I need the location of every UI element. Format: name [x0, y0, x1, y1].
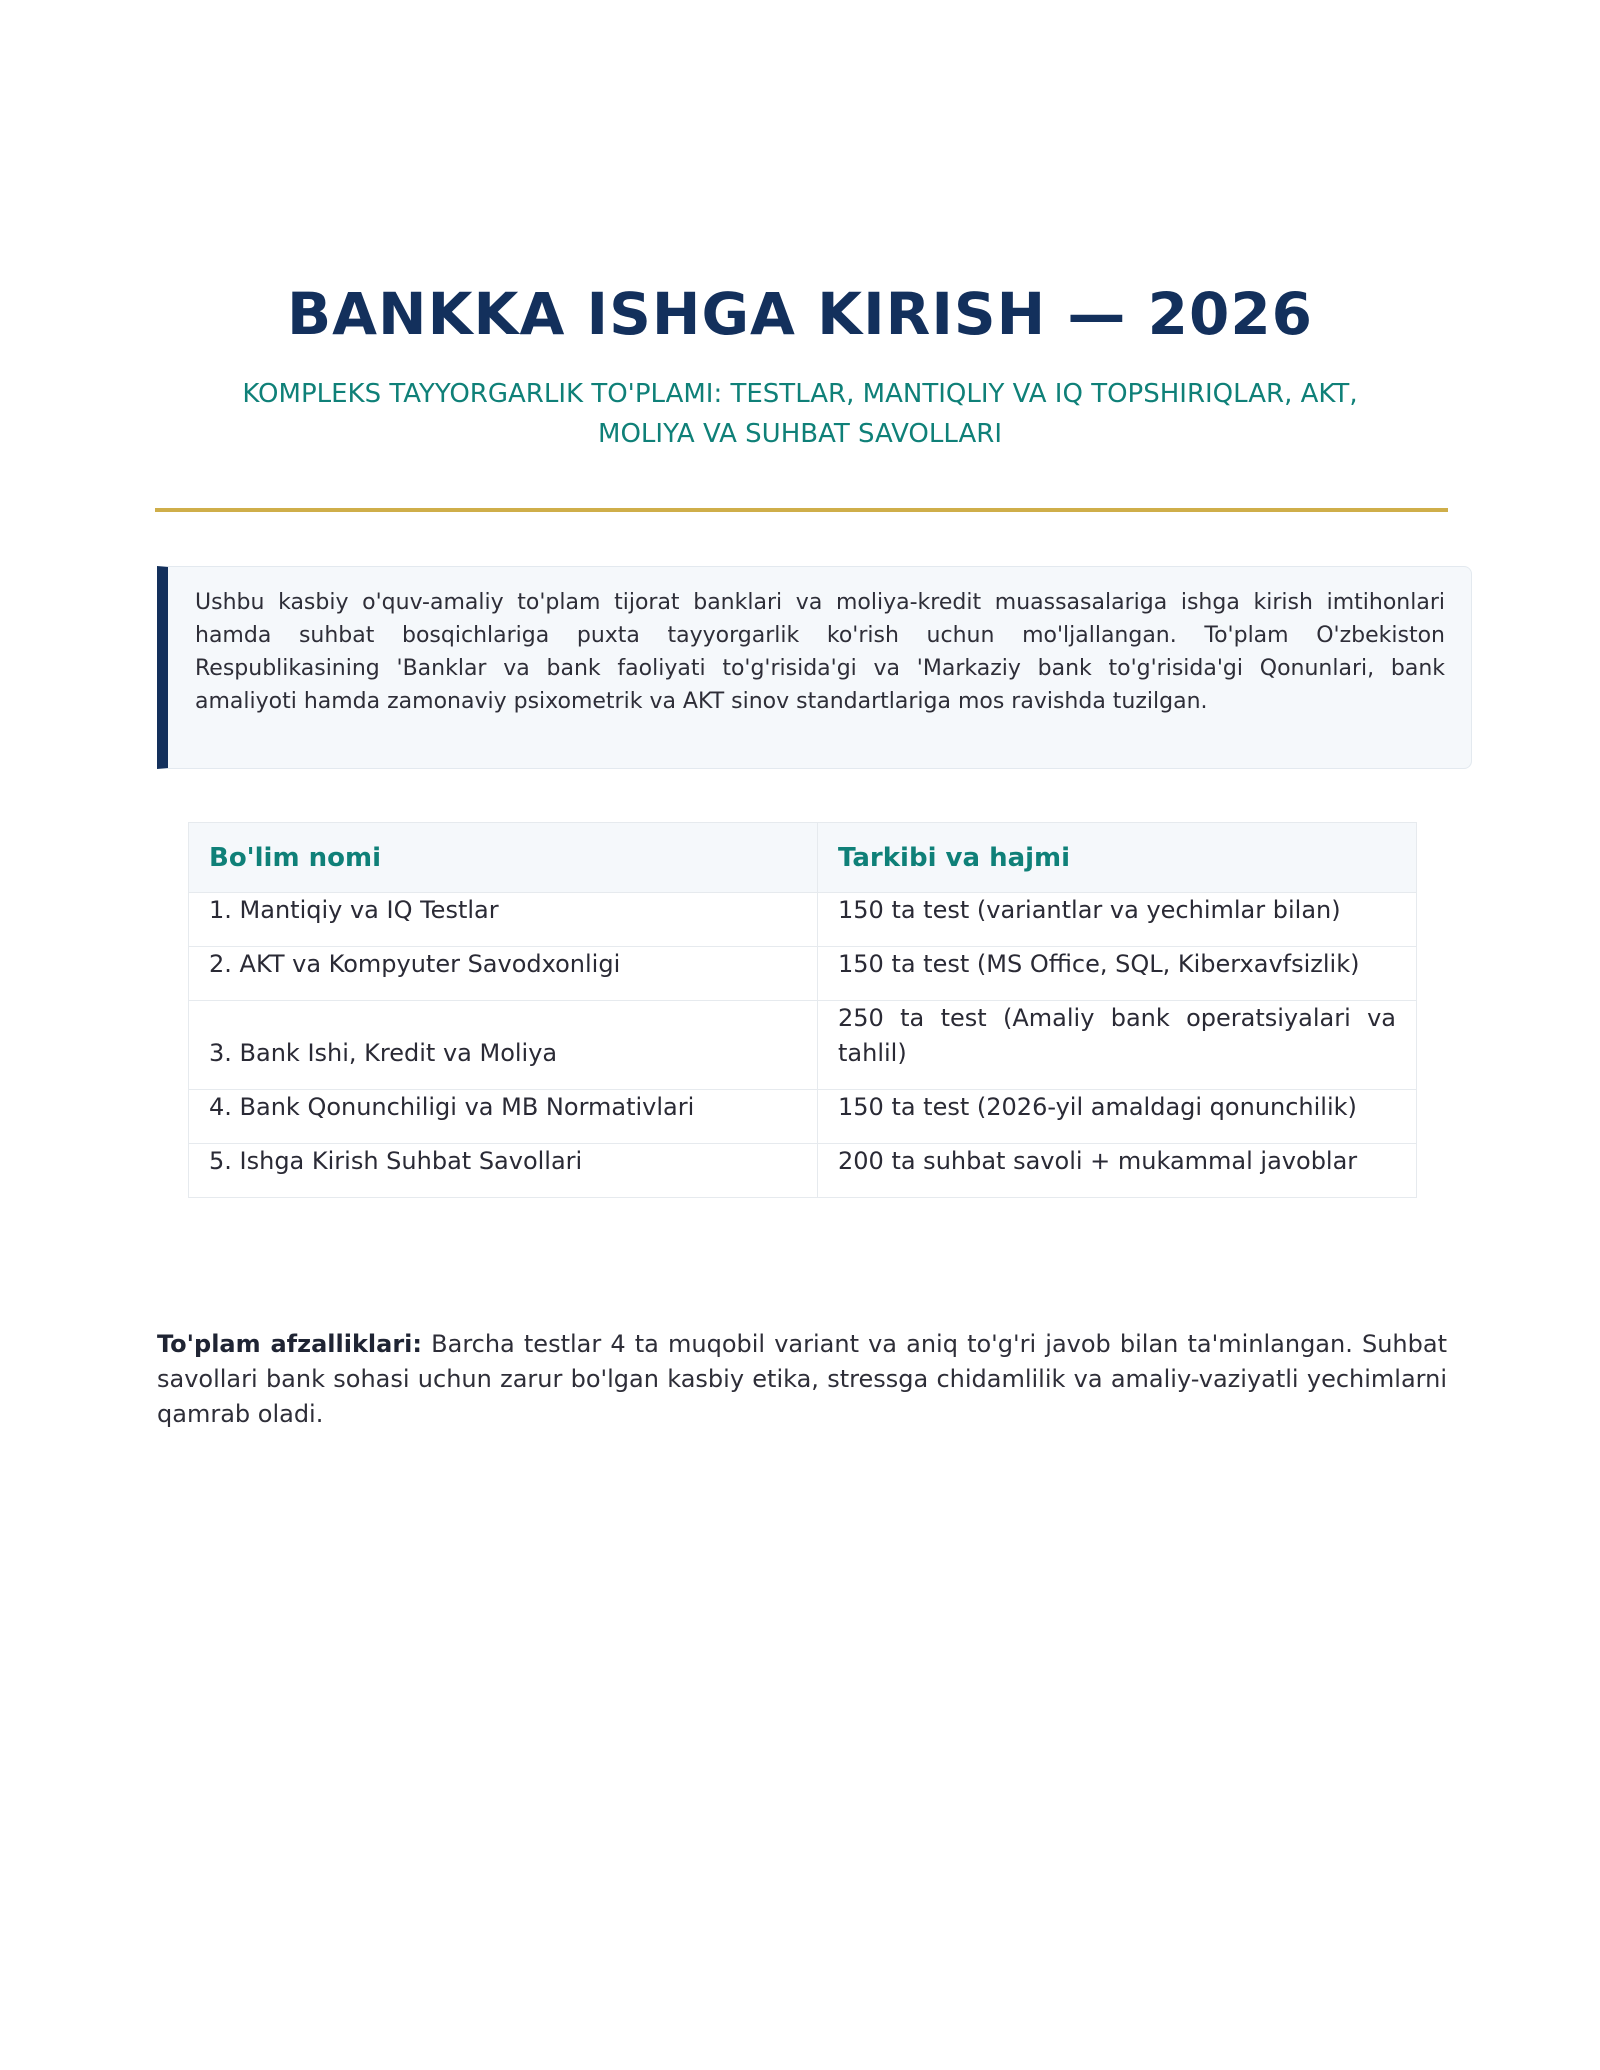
intro-callout: [157, 566, 1472, 769]
header-section-name: Bo'lim nomi: [189, 823, 818, 893]
table-row: [189, 1090, 1417, 1144]
table-row: [189, 1144, 1417, 1198]
page-title: BANKKA ISHGA KIRISH — 2026: [286, 280, 1314, 348]
section-volume-cell: 250 ta test (Amaliy bank operatsiyalari va tahlil): [818, 1001, 1417, 1090]
intro-text: Ushbu kasbiy o'quv-amaliy to'plam tijorat banklari va moliya-kredit muassasalariga ishga kirish imtihonlari hamda suhbat bosqichlariga puxta tayyorgarlik ko'rish uchun mo'ljallangan. To'plam O'zbekiston Respublikasining 'Banklar va bank faoliyati to'g'risida'gi va 'Markaziy bank to'g'risida'gi Qonunlari, bank amaliyoti hamda zamonaviy psixometrik va AKT sinov standartlariga mos ravishda tuzilgan.: [195, 590, 1445, 714]
subtitle-line-1: KOMPLEKS TAYYORGARLIK TO'PLAMI: TESTLAR, MANTIQLIY VA IQ TOPSHIRIQLAR, AKT,: [242, 379, 1358, 409]
table-row: [189, 1001, 1417, 1090]
sections-table-wrapper: [188, 822, 1416, 1198]
section-volume-cell: 150 ta test (2026-yil amaldagi qonunchilik): [818, 1090, 1417, 1144]
table-header-row: [189, 823, 1417, 893]
section-name-cell: 3. Bank Ishi, Kredit va Moliya: [189, 1001, 818, 1090]
section-volume-cell: 150 ta test (MS Office, SQL, Kiberxavfsizlik): [818, 947, 1417, 1001]
header-content-volume: Tarkibi va hajmi: [818, 823, 1417, 893]
table-row: [189, 947, 1417, 1001]
section-name-cell: 2. AKT va Kompyuter Savodxonligi: [189, 947, 818, 1001]
section-volume-cell: 150 ta test (variantlar va yechimlar bilan): [818, 893, 1417, 947]
subtitle-line-2: MOLIYA VA SUHBAT SAVOLLARI: [598, 419, 1002, 449]
benefits-paragraph: [157, 1327, 1447, 1432]
section-name-cell: 1. Mantiqiy va IQ Testlar: [189, 893, 818, 947]
section-name-cell: 5. Ishga Kirish Suhbat Savollari: [189, 1144, 818, 1198]
table-row: [189, 893, 1417, 947]
page-subtitle: [155, 374, 1445, 454]
benefits-label: To'plam afzalliklari:: [157, 1330, 423, 1358]
benefits-text: Barcha testlar 4 ta muqobil variant va aniq to'g'ri javob bilan ta'minlangan. Suhbat savollari bank sohasi uchun zarur bo'lgan kasbiy etika, stressga chidamlilik va amaliy-vaziyatli yechimlarni qamrab oladi.: [157, 1330, 1447, 1428]
sections-table: [188, 822, 1417, 1198]
gold-divider: [155, 508, 1448, 512]
section-volume-cell: 200 ta suhbat savoli + mukammal javoblar: [818, 1144, 1417, 1198]
section-name-cell: 4. Bank Qonunchiligi va MB Normativlari: [189, 1090, 818, 1144]
